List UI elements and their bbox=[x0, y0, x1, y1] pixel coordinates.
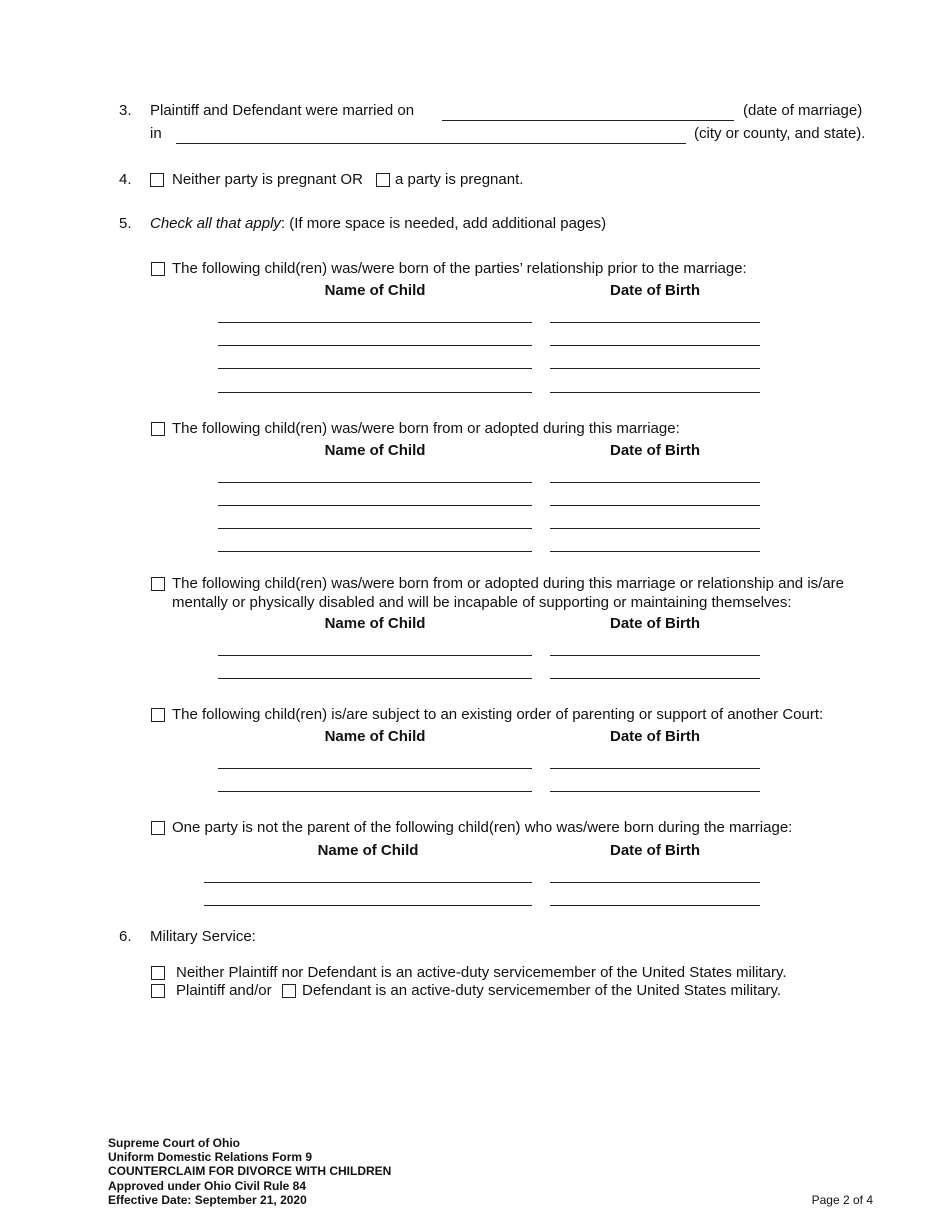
child-name-line[interactable] bbox=[218, 345, 532, 346]
disabled-children-checkbox[interactable] bbox=[151, 577, 165, 591]
item-3-number: 3. bbox=[119, 102, 132, 119]
pregnant-label: a party is pregnant. bbox=[395, 171, 524, 188]
child-name-line[interactable] bbox=[218, 368, 532, 369]
child-name-line[interactable] bbox=[218, 768, 532, 769]
child-name-line[interactable] bbox=[218, 678, 532, 679]
child-name-line[interactable] bbox=[204, 882, 532, 883]
footer-form-number: Uniform Domestic Relations Form 9 bbox=[108, 1150, 313, 1165]
not-pregnant-label: Neither party is pregnant OR bbox=[172, 171, 363, 188]
date-of-birth-header: Date of Birth bbox=[610, 282, 700, 299]
footer-approval: Approved under Ohio Civil Rule 84 bbox=[108, 1178, 307, 1193]
child-dob-line[interactable] bbox=[550, 322, 760, 323]
child-name-line[interactable] bbox=[218, 528, 532, 529]
date-of-marriage-hint: (date of marriage) bbox=[743, 102, 863, 119]
during-marriage-checkbox[interactable] bbox=[151, 422, 165, 436]
child-name-line[interactable] bbox=[204, 905, 532, 906]
not-parent-text: One party is not the parent of the following child(ren) who was/were born during the marriage: bbox=[172, 819, 793, 836]
plaintiff-military-checkbox[interactable] bbox=[151, 984, 165, 998]
date-of-marriage-field[interactable] bbox=[442, 120, 734, 121]
footer-form-title: COUNTERCLAIM FOR DIVORCE WITH CHILDREN bbox=[108, 1164, 392, 1179]
in-label: in bbox=[150, 125, 162, 142]
not-parent-checkbox[interactable] bbox=[151, 821, 165, 835]
name-of-child-header: Name of Child bbox=[324, 728, 426, 745]
child-dob-line[interactable] bbox=[550, 482, 760, 483]
marriage-place-field[interactable] bbox=[176, 143, 686, 144]
disabled-children-text-line2: mentally or physically disabled and will be incapable of supporting or maintaining themselves: bbox=[172, 594, 792, 611]
prior-to-marriage-checkbox[interactable] bbox=[151, 262, 165, 276]
name-of-child-header: Name of Child bbox=[324, 442, 426, 459]
footer-court: Supreme Court of Ohio bbox=[108, 1136, 240, 1150]
neither-military-label: Neither Plaintiff nor Defendant is an active-duty servicemember of the United States military. bbox=[176, 964, 787, 981]
child-dob-line[interactable] bbox=[550, 678, 760, 679]
child-dob-line[interactable] bbox=[550, 505, 760, 506]
form-footer bbox=[108, 1136, 391, 1207]
child-dob-line[interactable] bbox=[550, 368, 760, 369]
child-name-line[interactable] bbox=[218, 551, 532, 552]
child-dob-line[interactable] bbox=[550, 655, 760, 656]
date-of-birth-header: Date of Birth bbox=[610, 442, 700, 459]
pregnant-checkbox[interactable] bbox=[376, 173, 390, 187]
item-5-intro-rest: : (If more space is needed, add additional pages) bbox=[280, 215, 607, 232]
child-dob-line[interactable] bbox=[550, 882, 760, 883]
date-of-birth-header: Date of Birth bbox=[610, 728, 700, 745]
item-5-intro-italic: Check all that apply bbox=[150, 215, 281, 232]
existing-order-checkbox[interactable] bbox=[151, 708, 165, 722]
name-of-child-header: Name of Child bbox=[317, 842, 419, 859]
date-of-birth-header: Date of Birth bbox=[610, 615, 700, 632]
child-dob-line[interactable] bbox=[550, 345, 760, 346]
existing-order-text: The following child(ren) is/are subject to an existing order of parenting or support of another Court: bbox=[172, 706, 824, 723]
plaintiff-military-label: Plaintiff and/or bbox=[176, 982, 272, 999]
not-pregnant-checkbox[interactable] bbox=[150, 173, 164, 187]
name-of-child-header: Name of Child bbox=[324, 615, 426, 632]
child-name-line[interactable] bbox=[218, 791, 532, 792]
child-dob-line[interactable] bbox=[550, 392, 760, 393]
military-service-label: Military Service: bbox=[150, 928, 256, 945]
footer-effective-date: Effective Date: September 21, 2020 bbox=[108, 1192, 307, 1207]
child-dob-line[interactable] bbox=[550, 551, 760, 552]
neither-military-checkbox[interactable] bbox=[151, 966, 165, 980]
prior-to-marriage-text: The following child(ren) was/were born of the parties’ relationship prior to the marriage: bbox=[172, 260, 747, 277]
child-dob-line[interactable] bbox=[550, 528, 760, 529]
item-6-number: 6. bbox=[119, 928, 132, 945]
date-of-birth-header: Date of Birth bbox=[610, 842, 700, 859]
item-5-number: 5. bbox=[119, 215, 132, 232]
during-marriage-text: The following child(ren) was/were born from or adopted during this marriage: bbox=[172, 420, 680, 437]
child-name-line[interactable] bbox=[218, 322, 532, 323]
child-name-line[interactable] bbox=[218, 505, 532, 506]
child-name-line[interactable] bbox=[218, 392, 532, 393]
child-name-line[interactable] bbox=[218, 655, 532, 656]
child-dob-line[interactable] bbox=[550, 768, 760, 769]
page-number: Page 2 of 4 bbox=[811, 1193, 873, 1207]
defendant-military-checkbox[interactable] bbox=[282, 984, 296, 998]
child-dob-line[interactable] bbox=[550, 905, 760, 906]
disabled-children-text-line1: The following child(ren) was/were born from or adopted during this marriage or relationship and is/are bbox=[172, 575, 844, 592]
defendant-military-label: Defendant is an active-duty servicemember of the United States military. bbox=[302, 982, 782, 999]
name-of-child-header: Name of Child bbox=[324, 282, 426, 299]
child-dob-line[interactable] bbox=[550, 791, 760, 792]
child-name-line[interactable] bbox=[218, 482, 532, 483]
item-5-intro bbox=[150, 215, 606, 233]
married-on-label: Plaintiff and Defendant were married on bbox=[150, 102, 415, 119]
marriage-place-hint: (city or county, and state). bbox=[694, 125, 866, 142]
item-4-number: 4. bbox=[119, 171, 132, 188]
